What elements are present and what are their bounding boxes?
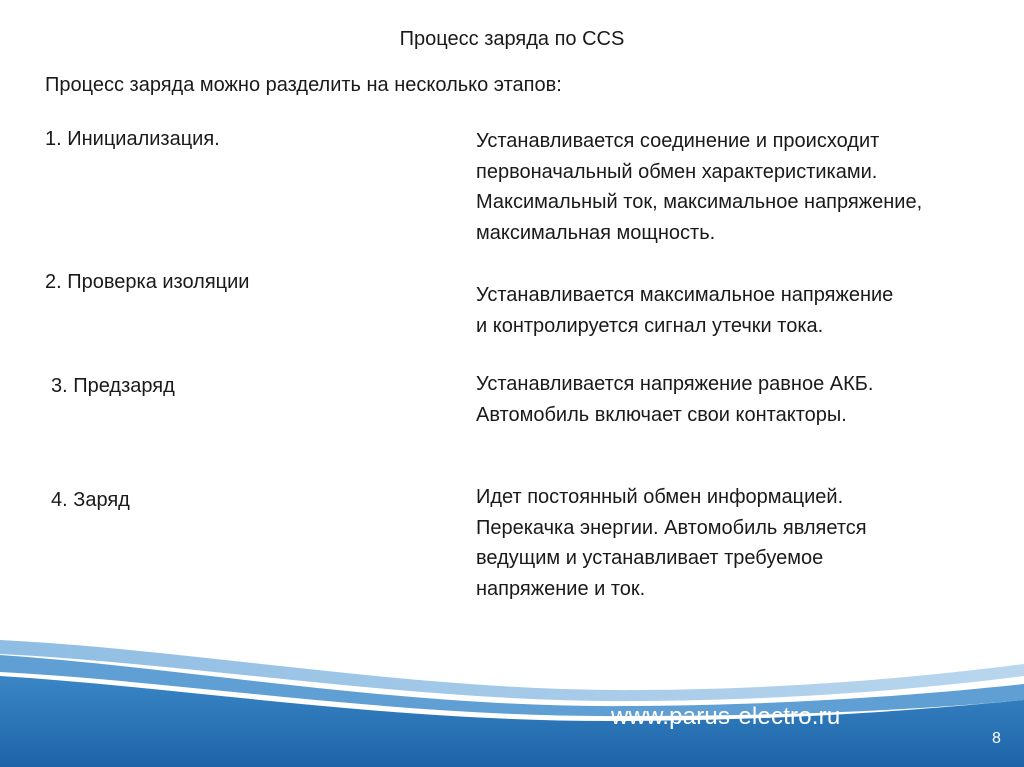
page-number: 8 — [992, 730, 1001, 747]
description-line: максимальная мощность. — [476, 221, 716, 244]
step-label-charge: 4. Заряд — [51, 489, 130, 511]
footer-url: www.parus-electro.ru — [611, 703, 841, 730]
description-line: Автомобиль включает свои контакторы. — [476, 403, 847, 426]
step-label-initialization: 1. Инициализация. — [45, 128, 220, 150]
step-label-precharge: 3. Предзаряд — [51, 375, 175, 397]
description-line: Устанавливается максимальное напряжение — [476, 284, 894, 306]
description-line: Устанавливается напряжение равное АКБ. — [476, 373, 874, 395]
description-line: Перекачка энергии. Автомобиль является — [476, 516, 867, 539]
description-line: напряжение и ток. — [476, 577, 646, 600]
description-line: Идет постоянный обмен информацией. — [476, 486, 844, 508]
description-line: ведущим и устанавливает требуемое — [476, 547, 824, 569]
step-label-insulation-check: 2. Проверка изоляции — [45, 271, 250, 293]
description-line: Устанавливается соединение и происходит — [476, 130, 880, 152]
description-line: первоначальный обмен характеристиками. — [476, 160, 878, 183]
description-line: и контролируется сигнал утечки тока. — [476, 314, 824, 337]
slide-title: Процесс заряда по CCS — [399, 28, 625, 50]
description-line: Максимальный ток, максимальное напряжение, — [476, 191, 923, 213]
slide-intro: Процесс заряда можно разделить на несколько этапов: — [45, 74, 562, 96]
